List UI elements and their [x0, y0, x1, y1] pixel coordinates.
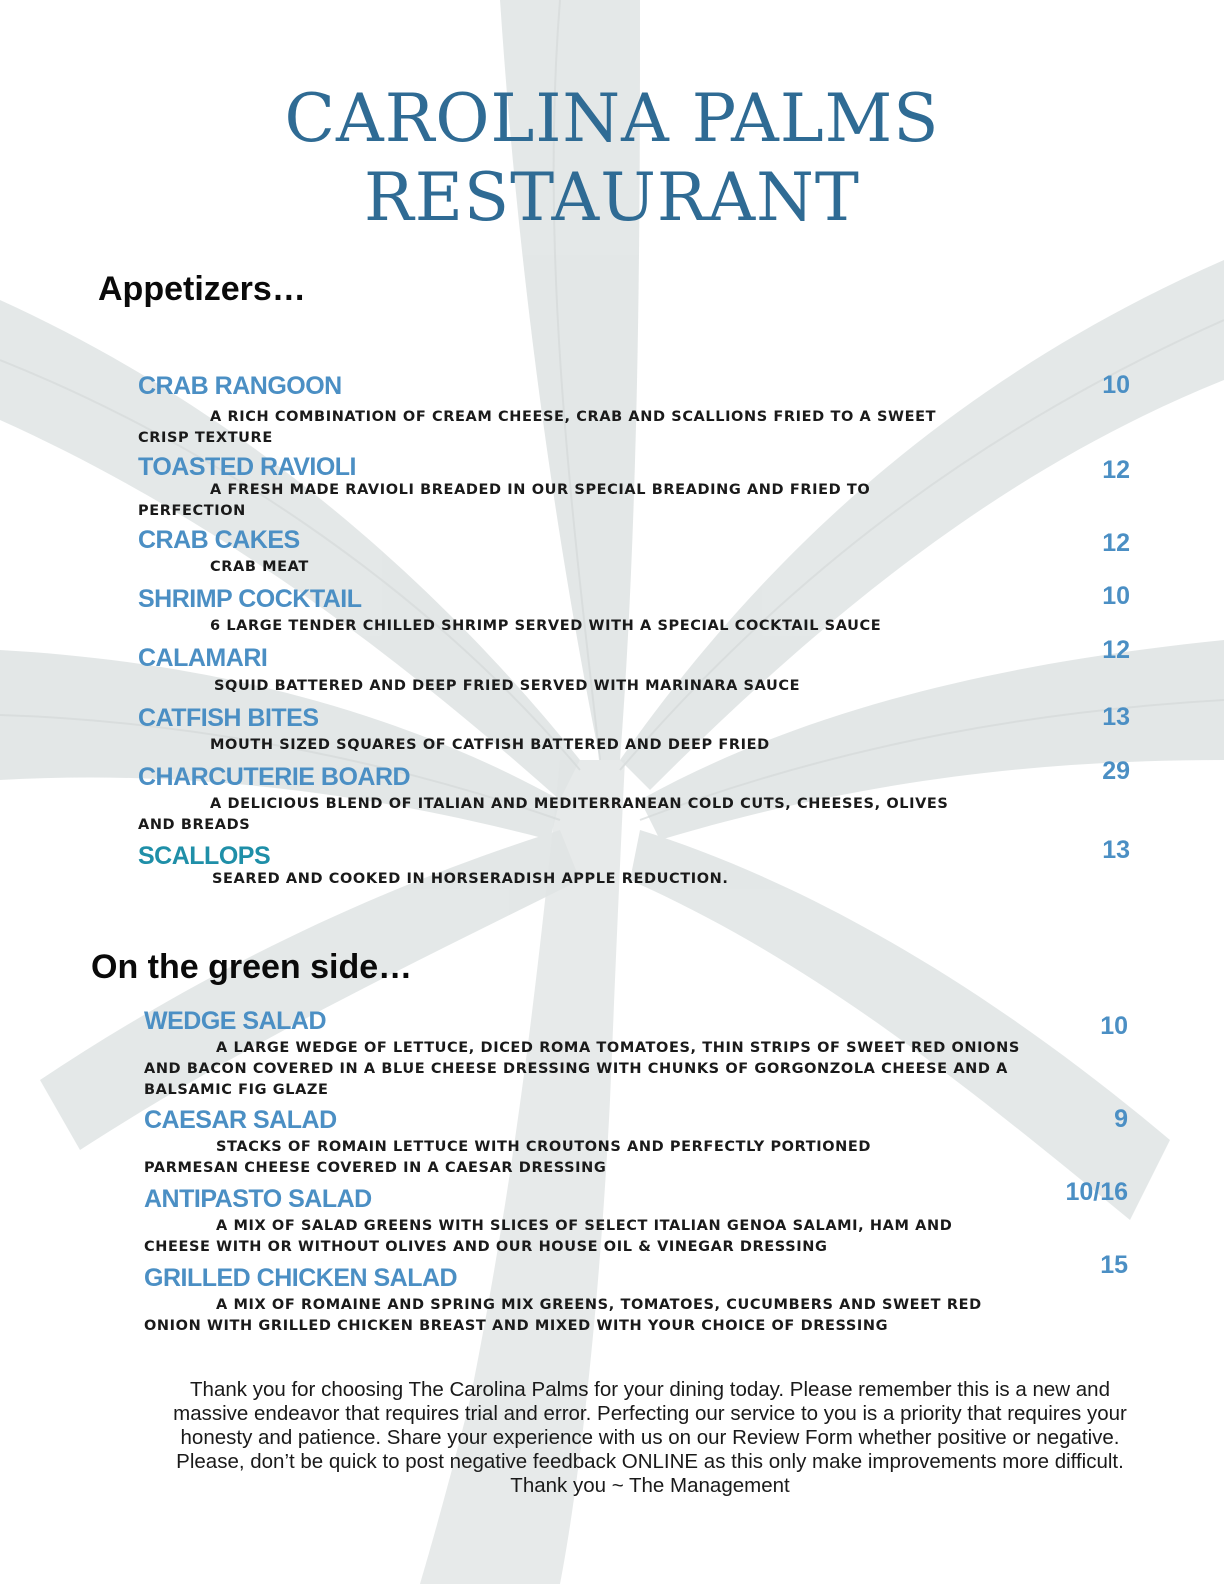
- item-name: CHARCUTERIE BOARD: [138, 763, 411, 791]
- item-description: A FRESH MADE RAVIOLI BREADED IN OUR SPECIAL BREADING AND FRIED TO PERFECTION: [138, 482, 871, 519]
- item-price: 15: [1100, 1251, 1128, 1279]
- item-name: WEDGE SALAD: [144, 1007, 326, 1035]
- footer-note: [170, 1378, 1130, 1498]
- item-price: 29: [1102, 757, 1130, 785]
- item-name: CALAMARI: [138, 644, 268, 672]
- item-description: CRAB MEAT: [210, 559, 309, 575]
- item-price: 9: [1114, 1105, 1128, 1133]
- item-description: A MIX OF ROMAINE AND SPRING MIX GREENS, TOMATOES, CUCUMBERS AND SWEET RED ONION WITH GRILLED CHICKEN BREAST AND MIXED WITH YOUR CHOICE OF DRESSING: [144, 1297, 982, 1334]
- item-name: ANTIPASTO SALAD: [144, 1185, 372, 1213]
- item-name: TOASTED RAVIOLI: [138, 453, 356, 481]
- item-name: CAESAR SALAD: [144, 1106, 337, 1134]
- item-description: SEARED AND COOKED IN HORSERADISH APPLE REDUCTION.: [212, 871, 729, 887]
- appetizers-heading: Appetizers…: [98, 270, 306, 308]
- item-price: 10/16: [1065, 1178, 1128, 1206]
- item-description: MOUTH SIZED SQUARES OF CATFISH BATTERED AND DEEP FRIED: [210, 737, 770, 753]
- item-name: SHRIMP COCKTAIL: [138, 585, 362, 613]
- item-price: 10: [1100, 1012, 1128, 1040]
- item-name: CATFISH BITES: [138, 704, 319, 732]
- item-description: A DELICIOUS BLEND OF ITALIAN AND MEDITERRANEAN COLD CUTS, CHEESES, OLIVES AND BREADS: [138, 796, 949, 833]
- item-description: 6 LARGE TENDER CHILLED SHRIMP SERVED WITH A SPECIAL COCKTAIL SAUCE: [210, 618, 882, 634]
- item-name: CRAB RANGOON: [138, 372, 342, 400]
- item-price: 13: [1102, 703, 1130, 731]
- restaurant-title-line2: RESTAURANT: [364, 159, 860, 236]
- item-price: 12: [1102, 529, 1130, 557]
- salads-heading: On the green side…: [91, 948, 413, 986]
- item-price: 10: [1102, 371, 1130, 399]
- restaurant-title-line1: CAROLINA PALMS: [284, 80, 940, 157]
- item-description: A MIX OF SALAD GREENS WITH SLICES OF SELECT ITALIAN GENOA SALAMI, HAM AND CHEESE WITH OR WITHOUT OLIVES AND OUR HOUSE OIL & VINEGAR DRESSING: [144, 1218, 953, 1255]
- item-description: A RICH COMBINATION OF CREAM CHEESE, CRAB AND SCALLIONS FRIED TO A SWEET CRISP TEXTURE: [138, 409, 937, 446]
- item-price: 13: [1102, 836, 1130, 864]
- item-price: 10: [1102, 582, 1130, 610]
- item-name: SCALLOPS: [138, 842, 271, 870]
- item-price: 12: [1102, 636, 1130, 664]
- item-description: A LARGE WEDGE OF LETTUCE, DICED ROMA TOMATOES, THIN STRIPS OF SWEET RED ONIONS AND BACON COVERED IN A BLUE CHEESE DRESSING WITH CHUNKS OF GORGONZOLA CHEESE AND A BALSAMIC FIG GLAZE: [144, 1040, 1020, 1098]
- item-name: GRILLED CHICKEN SALAD: [144, 1264, 458, 1292]
- footer-signoff: Thank you ~ The Management: [510, 1474, 790, 1497]
- item-description: STACKS OF ROMAIN LETTUCE WITH CROUTONS AND PERFECTLY PORTIONED PARMESAN CHEESE COVERED IN A CAESAR DRESSING: [144, 1139, 872, 1176]
- footer-message: Thank you for choosing The Carolina Palms for your dining today. Please remember this is a new and massive endeavor that requires trial and error. Perfecting our service to you is a priority that requires your honesty and patience. Share your experience with us on our Review Form whether positive or negative. Please, don’t be quick to post negative feedback ONLINE as this only make improvements more difficult.: [173, 1378, 1127, 1473]
- item-description: SQUID BATTERED AND DEEP FRIED SERVED WITH MARINARA SAUCE: [214, 678, 801, 694]
- item-price: 12: [1102, 456, 1130, 484]
- item-name: CRAB CAKES: [138, 526, 300, 554]
